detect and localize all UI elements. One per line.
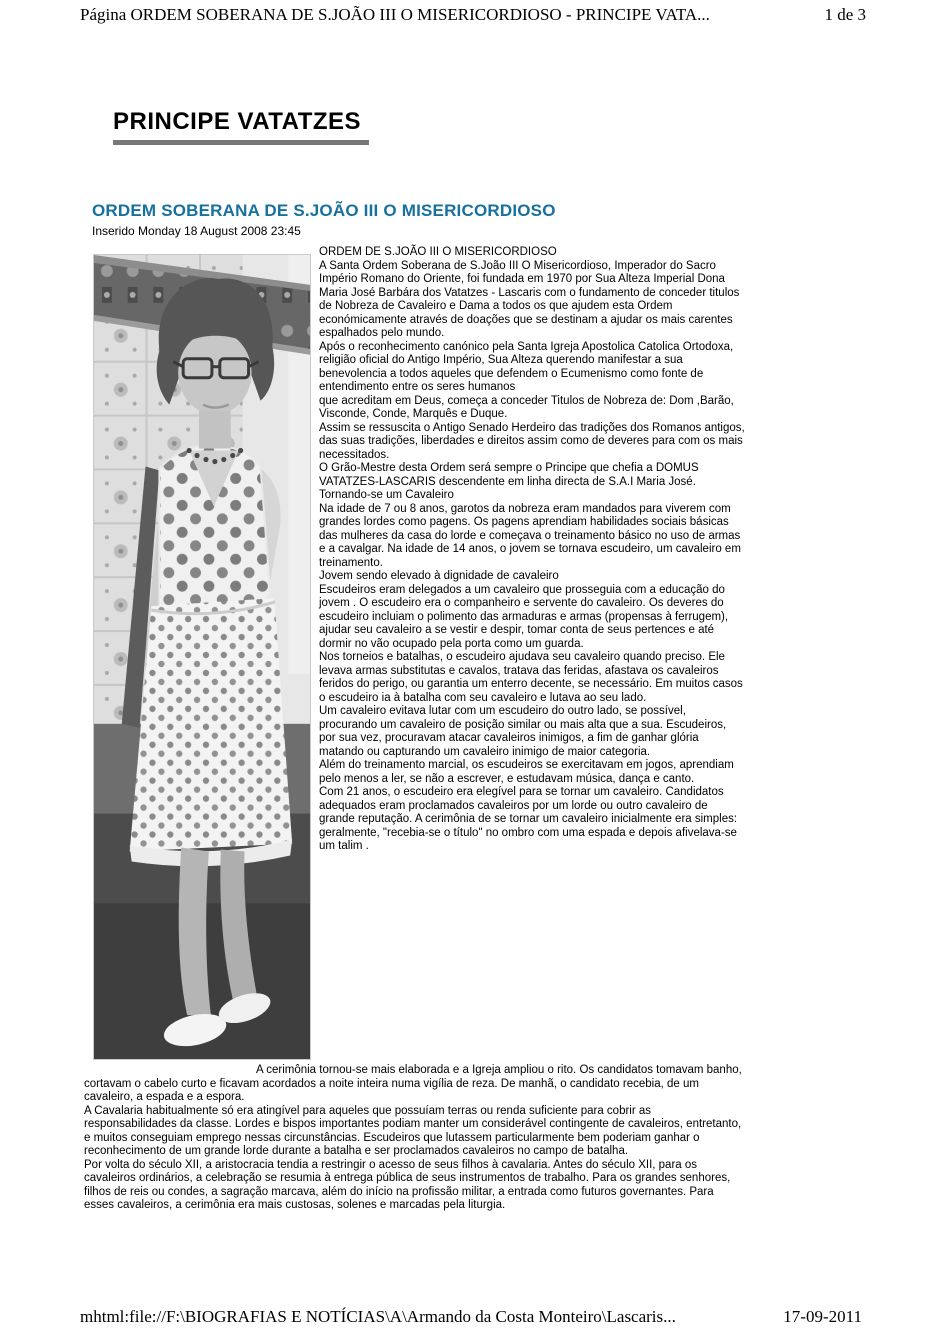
paragraph: Na idade de 7 ou 8 anos, garotos da nobreza eram mandados para viverem com grandes lordes como pagens. Os pagens aprendiam habilidades sociais básicas das mulheres da casa do lorde e começava o treinamento básico no uso de armas e a cavalgar. Na idade de 14 anos, o jovem se tornava escudeiro, um cavaleiro em treinamento. xyxy=(319,502,741,569)
print-header xyxy=(80,5,866,25)
paragraph: Por volta do século XII, a aristocracia tendia a restringir o acesso de seus filhos à cavalaria. Antes do século XII, para os cavaleiros ordinários, a celebração se resumia à entrega pública de seus instrumentos de trabalho. Para os grandes senhores, filhos de reis ou condes, a sagração marcava, além do início na profissão militar, a entrada como futuros governantes. Para esses cavaleiros, a cerimônia era mais custosas, solenes e marcadas pela liturgia. xyxy=(84,1158,731,1211)
paragraph: que acreditam em Deus, começa a conceder Titulos de Nobreza de: Dom ,Barão, Visconde, Conde, Marquês e Duque. xyxy=(319,394,734,420)
page-title: PRINCIPE VATATZES xyxy=(113,108,369,145)
paragraph: ORDEM DE S.JOÃO III O MISERICORDIOSO xyxy=(319,246,557,258)
article-body xyxy=(84,246,745,1213)
print-footer xyxy=(80,1307,862,1327)
paragraph: A Santa Ordem Soberana de S.João III O Misericordioso, Imperador do Sacro Império Romano do Oriente, foi fundada em 1970 por Sua Alteza Imperial Dona Maria José Barbára dos Vatatzes - Lascaris com o fundamento de conceder titulos de Nobreza de Cavaleiro e Dama a todos os que ajudem esta Ordem económicamente através de doações que se destinam a ajudar os mais carentes espalhados pelo mundo. xyxy=(319,259,740,339)
paragraph: Tornando-se um Cavaleiro xyxy=(319,489,454,501)
paragraph: A cerimônia tornou-se mais elaborada e a Igreja ampliou o rito. Os candidatos tomavam banho, cortavam o cabelo curto e ficavam acordados a noite inteira numa vigília de reza. De manhã, o candidato recebia, de um cavaleiro, a espada e a espora. xyxy=(84,1064,742,1103)
portrait-photo xyxy=(93,254,311,1060)
page-number: 1 de 3 xyxy=(824,5,866,24)
section-title: ORDEM SOBERANA DE S.JOÃO III O MISERICORDIOSO xyxy=(92,201,556,220)
print-header-title: Página ORDEM SOBERANA DE S.JOÃO III O MISERICORDIOSO - PRINCIPE VATA... xyxy=(80,5,710,24)
paragraph: Assim se ressuscita o Antigo Senado Herdeiro das tradições dos Romanos antigos, das suas tradições, liberdades e direitos assim como de deveres para com os mais necessitados. xyxy=(319,421,745,461)
paragraph: Nos torneios e batalhas, o escudeiro ajudava seu cavaleiro quando preciso. Ele levava armas substitutas e cavalos, tratava das feridas, afastava os cavaleiros feridos do perigo, ou garantia um enterro decente, se necessário. Em muitos casos o escudeiro ia à batalha com seu cavaleiro e lutava ao seu lado. xyxy=(319,651,743,704)
paragraph: Jovem sendo elevado à dignidade de cavaleiro xyxy=(319,570,559,582)
paragraph: Após o reconhecimento canónico pela Santa Igreja Apostolica Catolica Ortodoxa, religião oficial do Antigo Império, Sua Alteza querendo manifestar a sua benevolencia a todos aqueles que defendem o Ecumenismo como fonte de entendimento entre os seres humanos xyxy=(319,340,734,393)
paragraph: Além do treinamento marcial, os escudeiros se exercitavam em jogos, aprendiam pelo menos a ler, se não a escrever, e estudavam música, dança e canto. xyxy=(319,759,734,785)
paragraph: Um cavaleiro evitava lutar com um escudeiro do outro lado, se possível, procurando um cavaleiro de posição similar ou mais alta que a sua. Escudeiros, por sua vez, procuravam atacar cavaleiros inimigos, a fim de ganhar glória matando ou capturando um cavaleiro inimigo de maior categoria. xyxy=(319,705,727,758)
paragraph: Com 21 anos, o escudeiro era elegível para se tornar um cavaleiro. Candidatos adequados eram proclamados cavaleiros por um lorde ou outro cavaleiro de grande reputação. A cerimônia de se tornar um cavaleiro inicialmente era simples: geralmente, "recebia-se o título" no ombro com uma espada e depois afivelava-se um talim . xyxy=(319,786,738,852)
posted-date: Inserido Monday 18 August 2008 23:45 xyxy=(92,224,301,238)
paragraph: A Cavalaria habitualmente só era atingível para aqueles que possuíam terras ou renda suficiente para cobrir as responsabilidades da classe. Lordes e bispos importantes podiam manter um considerável contingente de cavaleiros, entretanto, e muitos conseguiam emprego nessas circunstâncias. Escudeiros que lutassem particularmente bem poderiam ganhar o reconhecimento de um grande lorde durante a batalha e ser proclamados cavaleiros no campo de batalha. xyxy=(84,1104,742,1157)
portrait-photo-graphic xyxy=(94,255,310,1059)
print-date: 17-09-2011 xyxy=(783,1307,862,1326)
paragraph: Escudeiros eram delegados a um cavaleiro que prosseguia com a educação do jovem . O escudeiro era o companheiro e servente do cavaleiro. Os deveres do escudeiro incluiam o polimento das armaduras e armas (propensas à ferrugem), ajudar seu cavaleiro a se vestir e despir, tomar conta de seus pertences e até dormir no vão ocupado pela porta como um guarda. xyxy=(319,583,729,650)
paragraph: O Grão-Mestre desta Ordem será sempre o Principe que chefia a DOMUS VATATZES-LASCARIS descendente em linha directa de S.A.I Maria José. xyxy=(319,462,699,488)
source-path: mhtml:file://F:\BIOGRAFIAS E NOTÍCIAS\A\Armando da Costa Monteiro\Lascaris... xyxy=(80,1307,676,1326)
